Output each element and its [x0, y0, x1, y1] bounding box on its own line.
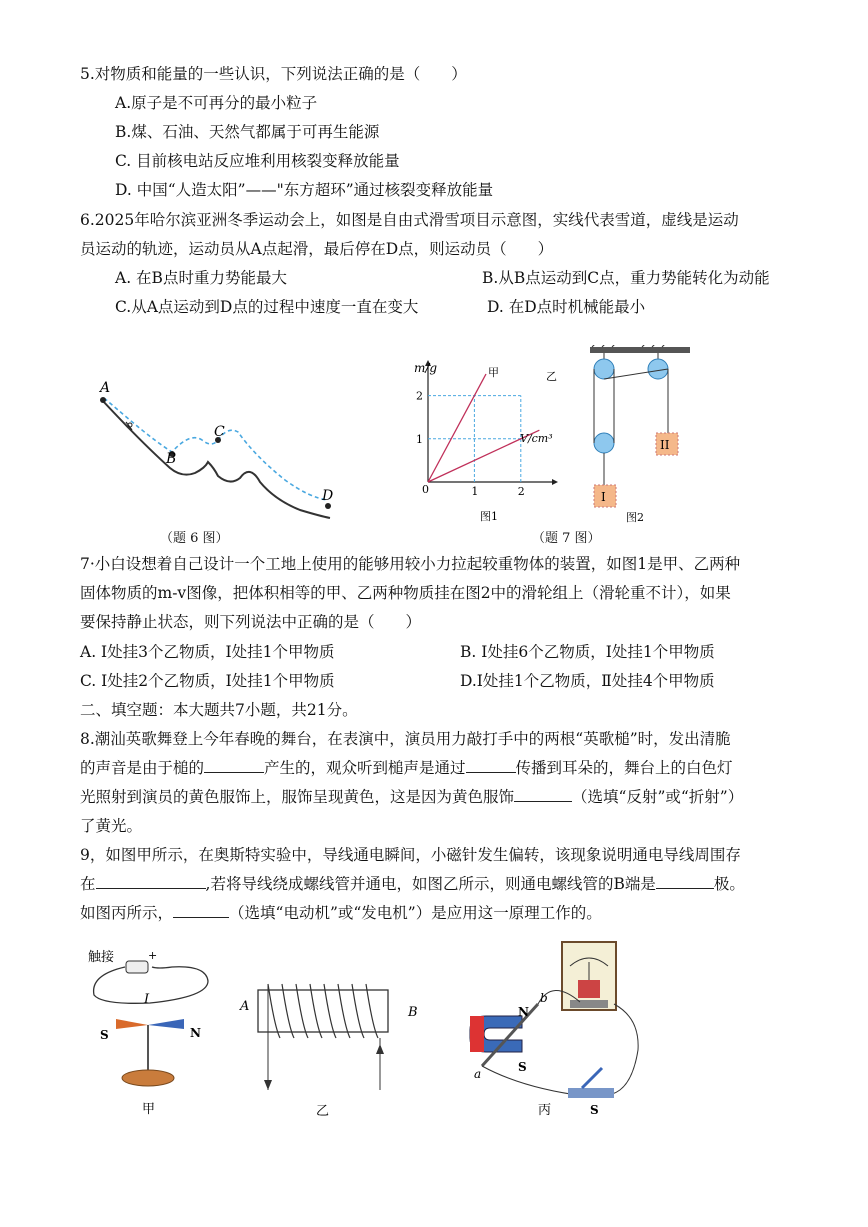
- q9-line3: 如图丙所示， （选填“电动机”或“发电机”）是应用这一原理工作的。: [80, 904, 602, 922]
- series-jia-label: 乙: [546, 370, 557, 383]
- galvanometer-magnet: [578, 980, 600, 998]
- blank-1[interactable]: [204, 757, 264, 773]
- oersted-figure: [80, 945, 220, 1120]
- blank-6[interactable]: [173, 902, 229, 918]
- ceiling: [590, 347, 690, 353]
- needle-n: [148, 1019, 184, 1029]
- yi-caption: 乙: [316, 1104, 330, 1119]
- galvanometer-base: [570, 1000, 608, 1008]
- s-label: S: [100, 1028, 109, 1042]
- block-1-label: I: [601, 490, 606, 504]
- bing-caption: 丙: [538, 1103, 552, 1118]
- athlete-trajectory: [104, 398, 328, 500]
- block-2-label: II: [660, 438, 670, 452]
- solenoid-figure: [230, 970, 430, 1120]
- fig7-caption: （题 7 图）: [532, 531, 601, 546]
- switch-base: [568, 1088, 614, 1098]
- n-pole-label: N: [518, 1005, 529, 1019]
- q5-option-b: B.煤、石油、天然气都属于可再生能源: [115, 123, 380, 141]
- q6-option-a: A. 在B点时重力势能最大: [115, 269, 287, 287]
- ski-slope-figure: [90, 370, 350, 530]
- label-c: C: [214, 424, 225, 440]
- q5-option-d: D. 中国“人造太阳”——"东方超环”通过核裂变释放能量: [115, 181, 494, 199]
- xlabel: V/cm³: [520, 432, 553, 445]
- q5-option-a: A.原子是不可再分的最小粒子: [115, 94, 318, 112]
- end-a-label: A: [240, 999, 250, 1014]
- current-label: I: [144, 992, 150, 1007]
- q7-option-a: A. I处挂3个乙物质，I处挂1个甲物质: [80, 643, 335, 661]
- base: [122, 1070, 174, 1086]
- q8-line1: 8.潮汕英歌舞登上今年春晚的舞台，在表演中，演员用力敲打手中的两根“英歌槌”时，发出清脆: [80, 730, 731, 748]
- pulley-title: 图2: [626, 511, 644, 524]
- q6-option-b: B.从B点运动到C点，重力势能转化为动能: [482, 269, 770, 287]
- label-a: A: [100, 380, 111, 396]
- touch-label: 触接: [88, 950, 115, 965]
- blank-5[interactable]: [656, 873, 714, 889]
- point-b-label: b: [540, 991, 548, 1005]
- series-yi-label: 甲: [488, 366, 499, 379]
- series-line-jia: [428, 374, 486, 482]
- conductor-ab: [482, 1004, 538, 1066]
- fig6-caption: （题 6 图）: [160, 531, 229, 546]
- q5-option-c: C. 目前核电站反应堆利用核裂变释放能量: [115, 152, 400, 170]
- battery: [126, 961, 148, 973]
- graph-title: 图1: [480, 510, 498, 523]
- y-tick-1: 1: [416, 432, 423, 446]
- label-b: B: [166, 451, 177, 467]
- q7-stem-line3: 要保持静止状态，则下列说法中正确的是（ ）: [80, 613, 422, 631]
- wire-loop: [94, 967, 208, 1004]
- q7-option-c: C. I处挂2个乙物质，I处挂1个甲物质: [80, 672, 335, 690]
- q7-option-b: B. I处挂6个乙物质，I处挂1个甲物质: [460, 643, 715, 661]
- ylabel: m/g: [414, 361, 438, 375]
- switch-lever: [582, 1068, 602, 1088]
- blank-2[interactable]: [466, 757, 516, 773]
- x-tick-1: 1: [471, 485, 479, 498]
- point-a-label: a: [474, 1067, 482, 1081]
- x-axis-arrow: [552, 479, 558, 485]
- q9-line1: 9，如图甲所示，在奥斯特实验中，导线通电瞬间，小磁针发生偏转，该现象说明通电导线周围存: [80, 846, 741, 864]
- label-d: D: [322, 488, 334, 504]
- induction-figure: [462, 938, 662, 1120]
- origin-label: 0: [422, 483, 429, 496]
- blank-3[interactable]: [514, 786, 572, 802]
- q8-line2: 的声音是由于槌的 产生的，观众听到槌声是通过 传播到耳朵的，舞台上的白色灯: [80, 759, 733, 777]
- q7-stem-line1: 7·小白设想着自己设计一个工地上使用的能够用较小力拉起较重物体的装置，如图1是甲、乙两种: [80, 555, 741, 573]
- q5-stem: 5.对物质和能量的一些认识，下列说法正确的是（ ）: [80, 65, 467, 83]
- q6-option-d: D. 在D点时机械能最小: [487, 298, 646, 316]
- q8-line4: 了黄光。: [80, 817, 143, 835]
- q8-line3: 光照射到演员的黄色服饰上，服饰呈现黄色，这是因为黄色服饰 （选填“反射”或“折射”）: [80, 788, 744, 806]
- end-b-label: B: [408, 1005, 418, 1020]
- switch-s-label: S: [590, 1103, 599, 1117]
- n-label: N: [190, 1026, 201, 1040]
- needle-s: [116, 1019, 148, 1029]
- fixed-pulley-left: [594, 359, 614, 379]
- q9-line2: 在 ,若将导线绕成螺线管并通电，如图乙所示，则通电螺线管的B端是 极。: [80, 875, 745, 893]
- snow-track: [102, 400, 330, 518]
- magnet-pole: [470, 1016, 484, 1052]
- pulley-figure: [580, 345, 700, 525]
- x-tick-2: 2: [517, 485, 525, 498]
- q6-option-c: C.从A点运动到D点的过程中速度一直在变大: [115, 298, 419, 316]
- q7-stem-line2: 固体物质的m-v图像，把体积相等的甲、乙两种物质挂在图2中的滑轮组上（滑轮重不计），如果: [80, 584, 731, 602]
- jia-caption: 甲: [142, 1102, 156, 1117]
- plus-label: +: [148, 949, 158, 962]
- movable-pulley: [594, 433, 614, 453]
- y-tick-2: 2: [416, 389, 423, 403]
- q7-option-d: D.I处挂1个乙物质，Ⅱ处挂4个甲物质: [460, 672, 715, 690]
- blank-4[interactable]: [96, 873, 206, 889]
- mv-graph: [408, 360, 568, 525]
- point-a: [100, 397, 106, 403]
- q6-stem-line1: 6.2025年哈尔滨亚洲冬季运动会上，如图是自由式滑雪项目示意图，实线代表雪道，虚线是运动: [80, 211, 739, 229]
- q6-stem-line2: 员运动的轨迹，运动员从A点起滑，最后停在D点，则运动员（ ）: [80, 240, 554, 258]
- s-pole-label: S: [518, 1060, 527, 1074]
- section-heading: 二、填空题：本大题共7小题，共21分。: [80, 701, 358, 719]
